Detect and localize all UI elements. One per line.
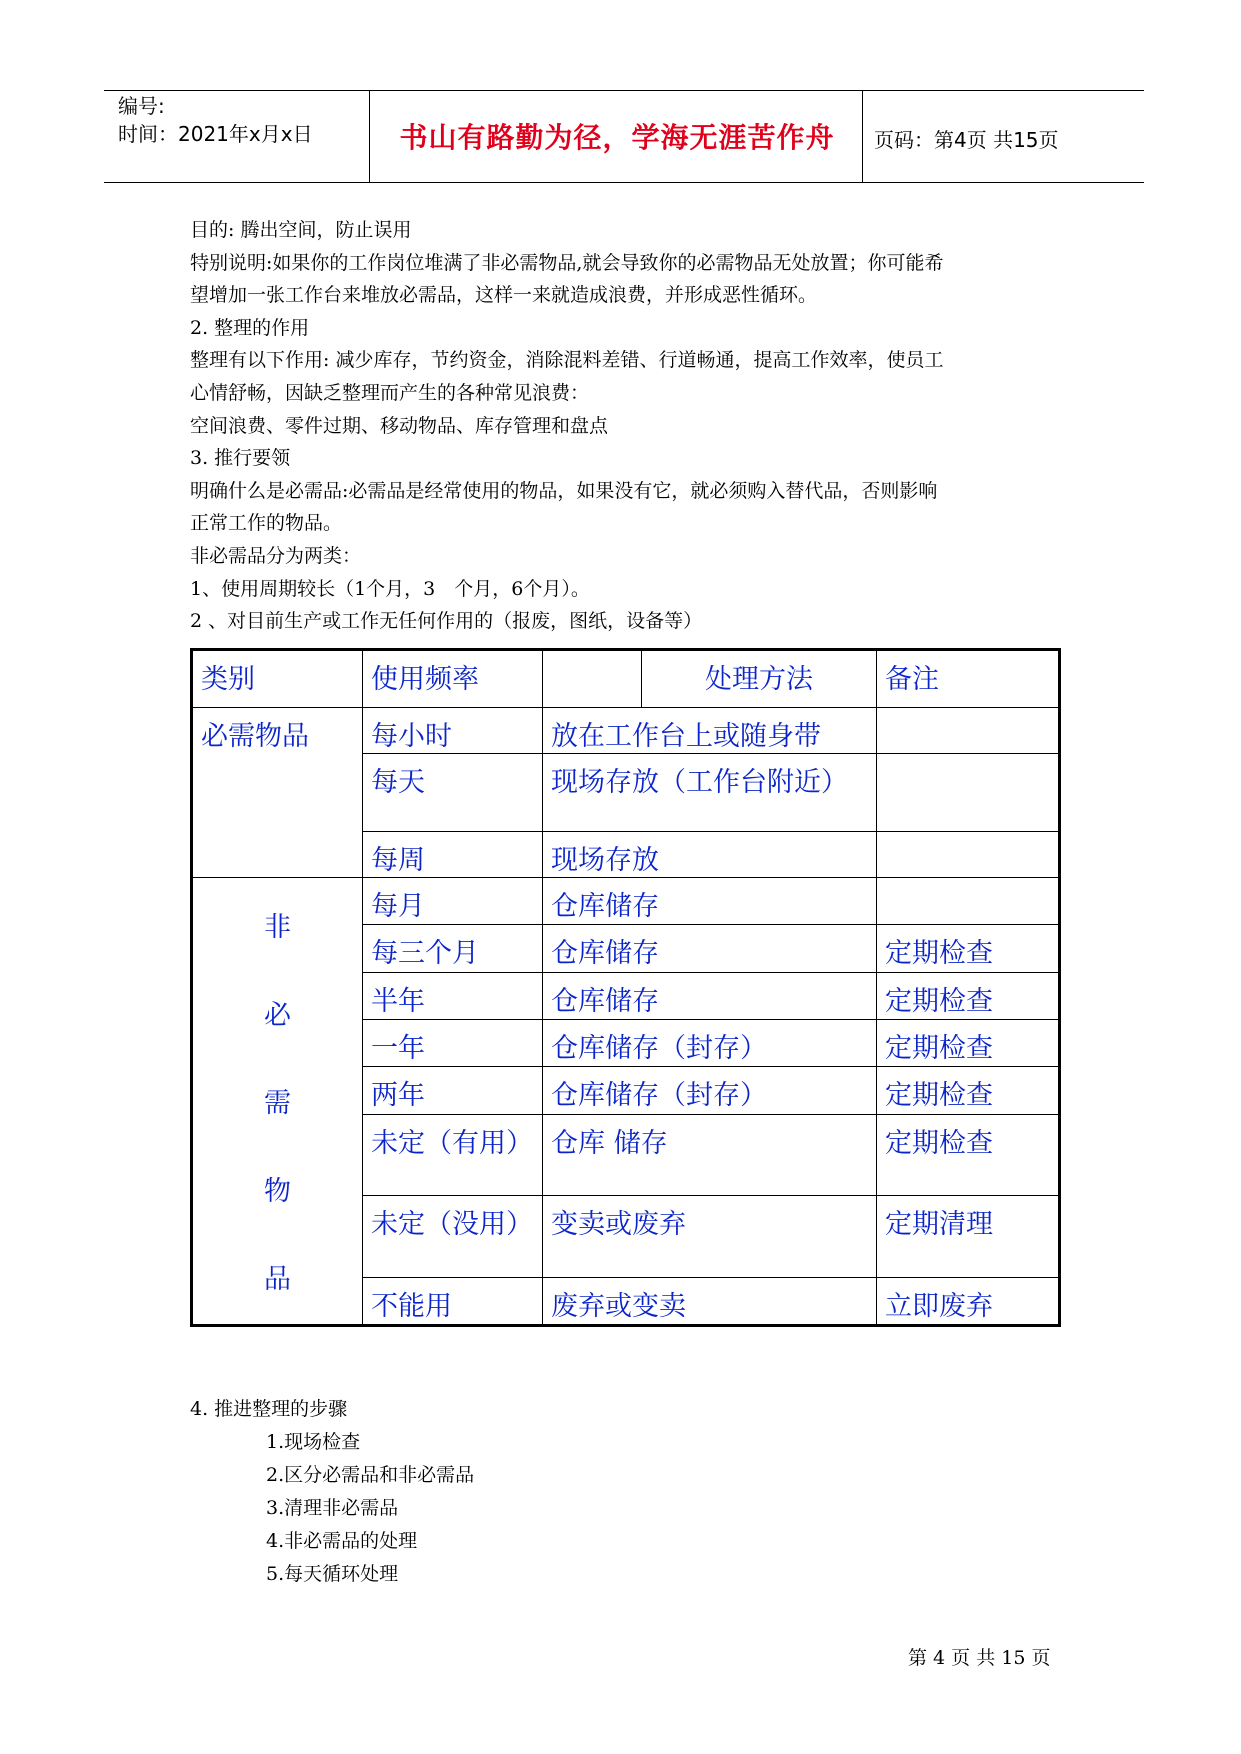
header-page-number: 页码：第4页 共15页 <box>874 128 1059 152</box>
method-cell: 仓库 储存 <box>543 1114 877 1195</box>
step-item: 4.非必需品的处理 <box>266 1530 418 1552</box>
paragraph-line: 目的: 腾出空间，防止误用 <box>190 219 412 241</box>
note-cell: 定期检查 <box>877 972 1060 1019</box>
method-cell: 放在工作台上或随身带 <box>543 708 877 754</box>
paragraph-line: 望增加一张工作台来堆放必需品，这样一来就造成浪费，并形成恶性循环。 <box>190 284 818 307</box>
category-nonessential <box>192 878 363 1326</box>
frequency-cell: 每三个月 <box>363 925 543 972</box>
frequency-cell: 不能用 <box>363 1277 543 1325</box>
method-cell: 仓库储存（封存） <box>543 1020 877 1067</box>
note-cell: 定期清理 <box>877 1196 1060 1277</box>
note-cell <box>877 878 1060 925</box>
header-frequency: 使用频率 <box>363 650 543 708</box>
note-cell <box>877 708 1060 754</box>
paragraph-line: 特别说明:如果你的工作岗位堆满了非必需物品,就会导致你的必需物品无处放置；你可能希 <box>190 251 944 274</box>
frequency-cell: 半年 <box>363 972 543 1019</box>
frequency-cell: 两年 <box>363 1067 543 1114</box>
header-top-rule <box>104 90 1144 91</box>
header-note: 备注 <box>877 650 1060 708</box>
note-cell: 定期检查 <box>877 1114 1060 1195</box>
method-cell: 仓库储存 <box>543 878 877 925</box>
method-cell: 仓库储存 <box>543 925 877 972</box>
frequency-cell: 每月 <box>363 878 543 925</box>
category-char: 必 <box>264 1000 291 1031</box>
list-item: 1、使用周期较长（1个月，3 个月，6个月）。 <box>190 577 590 600</box>
header-category: 类别 <box>192 650 363 708</box>
step-item: 5.每天循环处理 <box>266 1563 399 1585</box>
frequency-cell: 一年 <box>363 1020 543 1067</box>
frequency-cell: 未定（没用） <box>363 1196 543 1277</box>
header-bottom-rule <box>104 182 1144 183</box>
header-motto: 书山有路勤为径，学海无涯苦作舟 <box>399 121 835 154</box>
header-divider <box>862 90 863 183</box>
header-meta <box>118 92 313 148</box>
note-cell: 定期检查 <box>877 1020 1060 1067</box>
header-divider <box>369 90 370 183</box>
method-cell: 现场存放 <box>543 832 877 878</box>
section-heading: 3. 推行要领 <box>190 447 291 470</box>
paragraph-line: 非必需品分为两类： <box>190 544 362 567</box>
frequency-cell: 未定（有用） <box>363 1114 543 1195</box>
note-cell: 定期检查 <box>877 925 1060 972</box>
paragraph-line: 心情舒畅，因缺乏整理而产生的各种常见浪费： <box>190 381 590 404</box>
steps-section <box>190 1393 474 1591</box>
frequency-cell: 每周 <box>363 832 543 878</box>
table-header-row <box>192 650 1060 708</box>
frequency-cell: 每天 <box>363 754 543 832</box>
note-cell <box>877 832 1060 878</box>
section-heading: 2. 整理的作用 <box>190 316 310 339</box>
paragraph-line: 整理有以下作用: 减少库存，节约资金，消除混料差错、行道畅通，提高工作效率，使员工 <box>190 349 944 372</box>
note-cell <box>877 754 1060 832</box>
note-cell: 定期检查 <box>877 1067 1060 1114</box>
usage-frequency-table <box>190 648 1061 1327</box>
section-heading: 4. 推进整理的步骤 <box>190 1398 348 1420</box>
method-cell: 现场存放（工作台附近） <box>543 754 877 832</box>
list-item: 2 、对目前生产或工作无任何作用的（报废，图纸，设备等） <box>190 610 703 633</box>
method-cell: 仓库储存（封存） <box>543 1067 877 1114</box>
document-number: 编号: <box>118 94 165 118</box>
step-item: 2.区分必需品和非必需品 <box>266 1464 475 1486</box>
category-char: 物 <box>264 1176 291 1207</box>
category-char: 需 <box>264 1088 291 1119</box>
frequency-cell: 每小时 <box>363 708 543 754</box>
paragraph-line: 正常工作的物品。 <box>190 512 343 535</box>
paragraph-line: 明确什么是必需品:必需品是经常使用的物品，如果没有它，就必须购入替代品，否则影响 <box>190 479 938 502</box>
table-row <box>192 708 1060 754</box>
method-cell: 废弃或变卖 <box>543 1277 877 1325</box>
footer-page-number: 第 4 页 共 15 页 <box>908 1647 1051 1669</box>
category-char: 品 <box>264 1264 291 1295</box>
step-item: 1.现场检查 <box>266 1431 361 1453</box>
category-essential: 必需物品 <box>192 708 363 878</box>
header-blank <box>543 650 642 708</box>
step-item: 3.清理非必需品 <box>266 1497 399 1519</box>
header-method: 处理方法 <box>642 650 877 708</box>
paragraph-line: 空间浪费、零件过期、移动物品、库存管理和盘点 <box>190 414 609 437</box>
document-time: 时间：2021年x月x日 <box>118 122 313 146</box>
category-char: 非 <box>264 912 291 943</box>
table-row <box>192 878 1060 925</box>
method-cell: 变卖或废弃 <box>543 1196 877 1277</box>
note-cell: 立即废弃 <box>877 1277 1060 1325</box>
intro-section <box>190 214 1070 638</box>
method-cell: 仓库储存 <box>543 972 877 1019</box>
